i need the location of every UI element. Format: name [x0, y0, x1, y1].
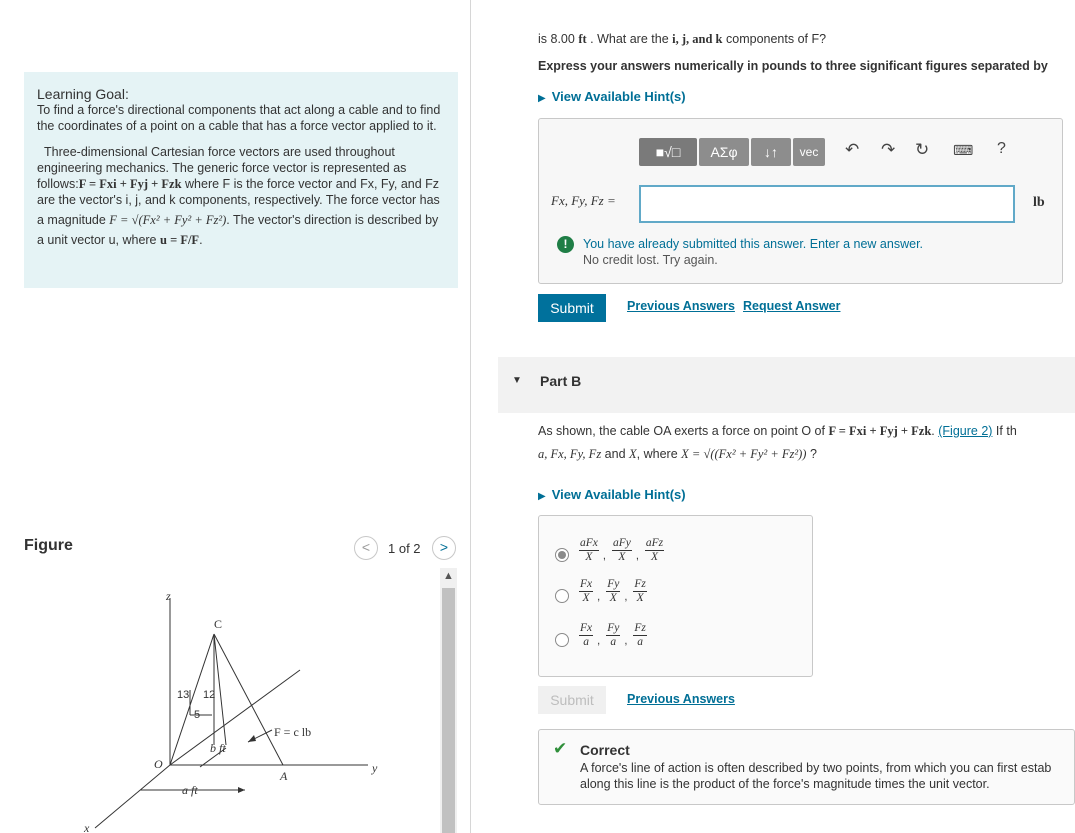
- checkmark-icon: ✔: [553, 739, 568, 758]
- figure-label: Figure: [24, 537, 73, 554]
- right-panel: [472, 0, 1075, 833]
- denominator: X: [618, 551, 626, 563]
- part-b-previous-answers-link[interactable]: Previous Answers: [627, 692, 735, 706]
- question-mid: . What are the: [590, 32, 669, 46]
- denominator: X: [585, 551, 593, 563]
- choice-fractions: $\frac{Fx}{a}$ , $\frac{Fy}{a}$ , $\frac{Fz}{a}$: [580, 622, 646, 648]
- part-b-vars: a, Fx, Fy, Fz: [538, 447, 602, 461]
- radio-unselected[interactable]: [555, 633, 569, 647]
- lg-equation-2: F = √(Fx² + Fy² + Fz²): [109, 213, 227, 227]
- part-b-equation: F = Fxi + Fyj + Fzk: [828, 424, 932, 438]
- label-force: F = c lb: [274, 725, 312, 739]
- denominator: a: [583, 636, 589, 648]
- lg-paragraph-2a: where F is the force vector and Fx, Fy, and Fz are the vector's i, j, and k components, respectively. The force vector has a magnitude: [37, 177, 440, 227]
- label-a: a ft: [182, 783, 198, 797]
- ground-line: [170, 670, 300, 765]
- radio-unselected[interactable]: [555, 589, 569, 603]
- part-b-x-equation: X = √((Fx² + Fy² + Fz²)): [681, 447, 807, 461]
- learning-goal-task: To find a force's directional components that act along a cable and to find the coordinates of a point on a cable that has a force vector applied to it.: [37, 103, 441, 133]
- hint-label: View Available Hint(s): [551, 487, 686, 502]
- template-button[interactable]: ■√□: [639, 138, 697, 166]
- fraction: [633, 622, 647, 649]
- correct-feedback-box: [538, 729, 1075, 805]
- expand-triangle-icon: ▶: [538, 491, 546, 502]
- denominator: a: [637, 636, 644, 648]
- collapse-triangle-icon: ▼: [512, 375, 522, 386]
- learning-goal-body: [37, 144, 447, 248]
- numerator: Fz: [634, 578, 646, 590]
- warning-text: You have already submitted this answer. Enter a new answer.: [583, 237, 924, 251]
- learning-goal-box: [24, 72, 458, 288]
- fraction: [612, 537, 632, 564]
- label-13: 13: [177, 689, 190, 701]
- part-b-where: , where: [636, 447, 678, 461]
- numerator: Fz: [634, 622, 646, 634]
- figure-prev-button[interactable]: <: [354, 536, 378, 560]
- lg-equation-3: u = F/F: [160, 233, 200, 247]
- numerator: Fx: [580, 622, 593, 634]
- question-suffix: components of F?: [726, 32, 827, 46]
- expand-triangle-icon: ▶: [538, 93, 546, 104]
- fraction: [606, 622, 620, 649]
- numerator: aFx: [580, 537, 598, 549]
- sort-button[interactable]: ↓↑: [751, 138, 791, 166]
- correct-title: Correct: [580, 742, 630, 758]
- numerator: Fy: [607, 578, 620, 590]
- part-b-text-suffix: If th: [995, 424, 1017, 438]
- warning-subtext: No credit lost. Try again.: [583, 253, 718, 267]
- answer-box: [538, 118, 1063, 284]
- label-a-point: A: [280, 769, 288, 783]
- label-y: y: [372, 761, 378, 775]
- hint-label: View Available Hint(s): [551, 89, 686, 104]
- correct-text-line-1: A force's line of action is often described by two points, from which you can first estab: [580, 761, 1052, 775]
- figure-next-button[interactable]: >: [432, 536, 456, 560]
- fraction: [579, 622, 593, 649]
- label-x: x: [84, 821, 90, 833]
- numerator: aFy: [612, 537, 631, 549]
- choice-fractions: $\frac{Fx}{X}$ , $\frac{Fy}{X}$ , $\frac{Fz}{X}$: [580, 578, 646, 604]
- part-a-submit-button[interactable]: Submit: [538, 294, 606, 322]
- label-z: z: [166, 589, 171, 603]
- label-b: b ft: [210, 741, 226, 755]
- radio-selected[interactable]: [555, 548, 569, 562]
- part-b-text: As shown, the cable OA exerts a force on point O of: [538, 424, 825, 438]
- request-answer-link[interactable]: Request Answer: [743, 299, 841, 313]
- warning-message: [583, 236, 923, 268]
- correct-explanation: [580, 760, 1075, 792]
- part-b-header[interactable]: [498, 357, 1075, 413]
- numerator: Fy: [607, 622, 620, 634]
- scroll-up-icon[interactable]: ▲: [443, 570, 454, 582]
- denominator: X: [582, 592, 590, 604]
- reset-icon[interactable]: ↻: [915, 140, 930, 159]
- unit-label: lb: [1033, 195, 1045, 210]
- part-b-question-mark: ?: [809, 447, 817, 461]
- lg-equation-1: F = Fxi + Fyj + Fzk: [78, 177, 182, 191]
- a-dimension-arrowhead: [238, 787, 245, 793]
- learning-goal-title: Learning Goal:: [37, 86, 129, 102]
- part-a-previous-answers-link[interactable]: Previous Answers: [627, 299, 735, 313]
- part-b-question-line-2: [538, 447, 817, 462]
- part-b-x: X: [629, 447, 637, 461]
- figure-header: [24, 536, 464, 562]
- part-b-title: Part B: [540, 373, 582, 389]
- warning-icon: !: [557, 236, 574, 253]
- denominator: X: [609, 592, 617, 604]
- question-components: i, j, and k: [672, 32, 723, 46]
- help-icon[interactable]: ?: [997, 140, 1006, 157]
- fraction: [579, 537, 599, 564]
- fraction: [633, 578, 647, 605]
- numerator: aFz: [645, 537, 664, 549]
- lg-paragraph-1: Three-dimensional Cartesian force vectors are used throughout engineering mechanics. The generic force vector is represented as follows:: [37, 145, 407, 191]
- redo-icon[interactable]: ↷: [881, 140, 896, 159]
- greek-symbols-button[interactable]: ΑΣφ: [699, 138, 749, 166]
- part-b-question-line-1: As shown, the cable OA exerts a force on point O of F = Fxi + Fyj + Fzk. (Figure 2) If th: [538, 424, 1017, 438]
- vector-button[interactable]: vec: [793, 138, 825, 166]
- question-prefix: is 8.00: [538, 32, 575, 46]
- part-a-instruction: Express your answers numerically in pounds to three significant figures separated by: [538, 59, 1048, 73]
- figure-diagram: [40, 570, 435, 833]
- x-axis: [95, 765, 170, 828]
- correct-text-line-2: along this line is the product of the force's magnitude times the unit vector.: [580, 777, 990, 791]
- fraction: [606, 578, 620, 605]
- left-panel: [0, 0, 471, 833]
- figure-2-link[interactable]: (Figure 2): [938, 424, 993, 438]
- part-b-hint-link[interactable]: [538, 487, 686, 502]
- figure-counter: 1 of 2: [388, 541, 421, 556]
- part-a-question: [538, 32, 826, 47]
- choice-box: [538, 515, 813, 677]
- fraction: [579, 578, 593, 605]
- label-12: 12: [203, 689, 216, 701]
- question-unit: ft: [578, 32, 587, 46]
- label-o: O: [154, 757, 163, 771]
- choice-fractions: $\frac{\text{aFx}}{X}$ , $\frac{\text{aFy}}{X}$ , $\frac{\text{aFz}}{X}$: [580, 537, 664, 563]
- label-c: C: [214, 617, 223, 631]
- denominator: X: [636, 592, 644, 604]
- force-arrowhead: [248, 735, 256, 742]
- denominator: a: [610, 636, 617, 648]
- part-a-hint-link[interactable]: [538, 89, 686, 104]
- fraction: [645, 537, 664, 564]
- keyboard-icon[interactable]: ⌨: [953, 142, 974, 158]
- answer-label: Fx, Fy, Fz =: [551, 193, 616, 208]
- answer-input[interactable]: [639, 185, 1015, 223]
- part-b-and: and: [604, 447, 626, 461]
- label-5: 5: [194, 709, 201, 721]
- part-b-submit-button[interactable]: Submit: [538, 686, 606, 714]
- lg-paragraph-2c: .: [199, 233, 203, 247]
- figure-scrollbar[interactable]: [440, 568, 457, 833]
- undo-icon[interactable]: ↶: [845, 140, 860, 159]
- denominator: X: [651, 551, 659, 563]
- lg-paragraph-2b: . The vector's direction is described by a unit vector u, where: [37, 213, 439, 247]
- numerator: Fx: [580, 578, 593, 590]
- scroll-thumb[interactable]: [442, 588, 455, 833]
